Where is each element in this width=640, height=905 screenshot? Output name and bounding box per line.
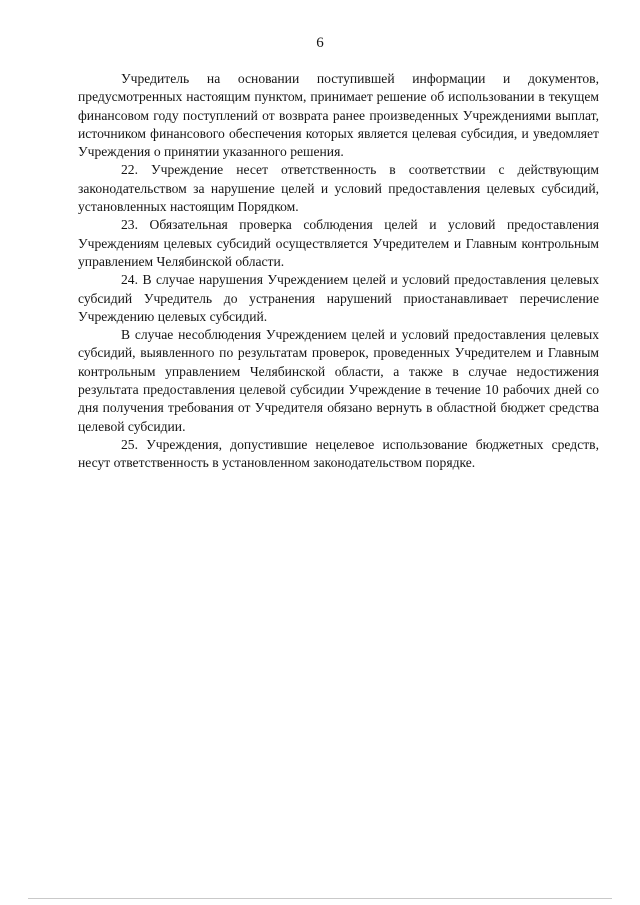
paragraph-22-responsibility: 22. Учреждение несет ответственность в соответствии с действующим законодательством за нарушение целей и условий предоставления целевых субсидий, установленных настоящим Порядком. (78, 162, 599, 215)
bottom-scan-edge (28, 898, 612, 899)
document-body (78, 70, 599, 473)
paragraph-25-misuse-liability: 25. Учреждения, допустившие нецелевое использование бюджетных средств, несут ответственность в установленном законодательством порядке. (78, 436, 599, 471)
paragraph-24-suspension: 24. В случае нарушения Учреждением целей и условий предоставления целевых субсидий Учредитель до устранения нарушений приостанавливает перечисление Учреждению целевых субсидий. (78, 272, 599, 324)
page-number: 6 (316, 35, 324, 51)
paragraph-23-mandatory-inspection: 23. Обязательная проверка соблюдения целей и условий предоставления Учреждениям целевых субсидий осуществляется Учредителем и Главным контрольным управлением Челябинской области. (78, 217, 599, 269)
paragraph-founder-decision: Учредитель на основании поступившей информации и документов, предусмотренных настоящим пунктом, принимает решение об использовании в текущем финансовом году поступлений от возврата ранее произведенных Учреждениями выплат, источником финансового обеспечения которых является целевая субсидия, и уведомляет Учреждения о принятии указанного решения. (78, 71, 599, 160)
paragraph-24-refund: В случае несоблюдения Учреждением целей и условий предоставления целевых субсидий, выявленного по результатам проверок, проведенных Учредителем и Главным контрольным управлением Челябинской области, а также в случае недостижения результата предоставления целевой субсидии Учреждение в течение 10 рабочих дней со дня получения требования от Учредителя обязано вернуть в областной бюджет средства целевой субсидии. (78, 327, 599, 434)
